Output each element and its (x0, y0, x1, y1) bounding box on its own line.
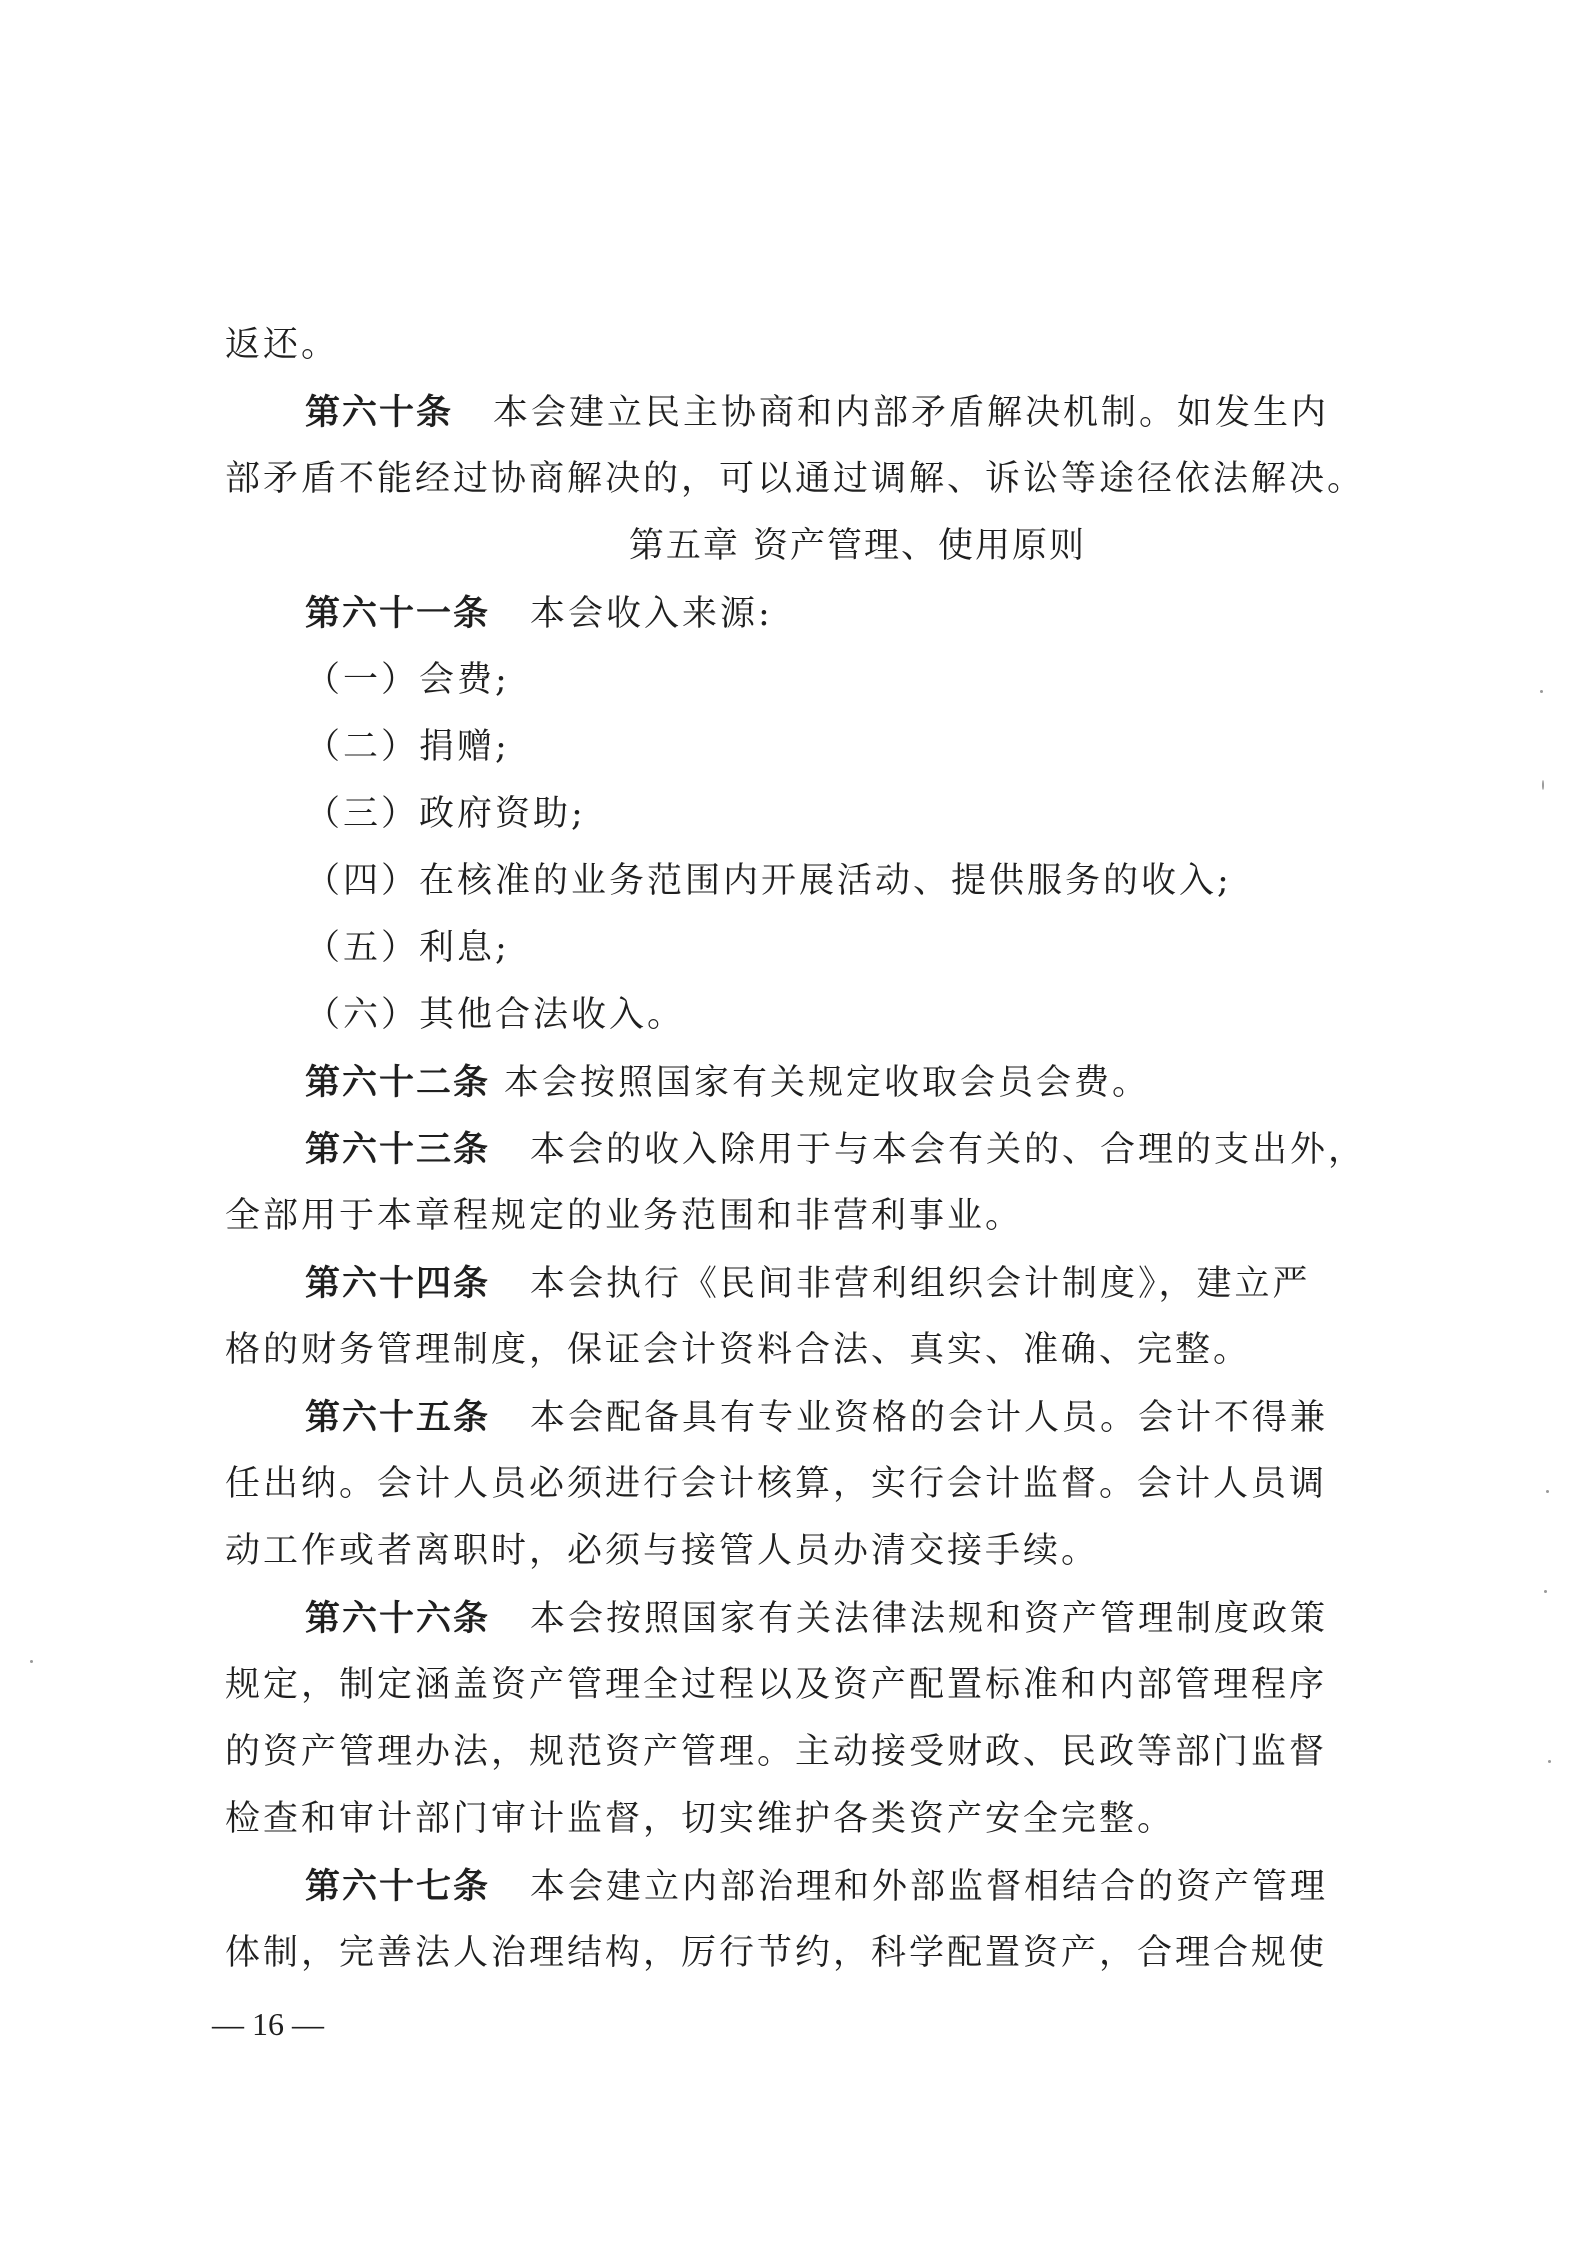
article-65-text: 本会配备具有专业资格的会计人员。会计不得兼 (530, 1398, 1329, 1438)
text-line (225, 1920, 1400, 1987)
list-item-text: （六）其他合法收入。 (305, 995, 686, 1035)
text-line (225, 1451, 1400, 1518)
chapter-title-text: 第五章 资产管理、使用原则 (628, 526, 1087, 566)
scan-speck (1544, 1590, 1547, 1593)
scan-speck (30, 1660, 33, 1663)
list-item-text: （三）政府资助; (305, 794, 586, 834)
article-66-text: 本会按照国家有关法律法规和资产管理制度政策 (530, 1599, 1329, 1639)
text-line (225, 312, 1400, 379)
text-line (225, 1786, 1400, 1853)
article-66-text-cont: 检查和审计部门审计监督，切实维护各类资产安全完整。 (225, 1799, 1176, 1839)
article-65 (225, 1384, 1400, 1451)
scan-speck (1540, 690, 1543, 693)
page-number: — 16 — (212, 2006, 324, 2042)
list-item-text: （二）捐赠; (305, 727, 510, 767)
list-item (225, 982, 1400, 1049)
article-61-label: 第六十一条 (305, 593, 491, 634)
article-66 (225, 1585, 1400, 1652)
article-67 (225, 1853, 1400, 1920)
list-item (225, 647, 1400, 714)
article-66-text-cont: 的资产管理办法，规范资产管理。主动接受财政、民政等部门监督 (225, 1732, 1328, 1772)
article-64 (225, 1250, 1400, 1317)
scan-speck (1548, 1760, 1551, 1763)
article-62 (225, 1049, 1400, 1116)
article-64-text-cont: 格的财务管理制度，保证会计资料合法、真实、准确、完整。 (225, 1330, 1252, 1370)
scan-speck (1546, 1490, 1549, 1493)
article-67-text: 本会建立内部治理和外部监督相结合的资产管理 (530, 1867, 1329, 1907)
list-item-text: （四）在核准的业务范围内开展活动、提供服务的收入; (305, 861, 1232, 901)
article-62-text: 本会按照国家有关规定收取会员会费。 (504, 1063, 1151, 1103)
article-60-text-cont: 部矛盾不能经过协商解决的，可以通过调解、诉讼等途径依法解决。 (225, 459, 1366, 499)
article-67-label: 第六十七条 (305, 1866, 491, 1907)
article-65-label: 第六十五条 (305, 1397, 491, 1438)
article-60-label: 第六十条 (305, 392, 454, 433)
list-item-text: （一）会费; (305, 660, 510, 700)
article-66-label: 第六十六条 (305, 1598, 491, 1639)
chapter-title (225, 513, 1400, 580)
article-66-text-cont: 规定，制定涵盖资产管理全过程以及资产配置标准和内部管理程序 (225, 1665, 1328, 1705)
article-67-text-cont: 体制，完善法人治理结构，厉行节约，科学配置资产，合理合规使 (225, 1933, 1328, 1973)
list-item (225, 848, 1400, 915)
article-63-text: 本会的收入除用于与本会有关的、合理的支出外， (530, 1130, 1367, 1170)
scan-speck (1542, 780, 1544, 790)
article-65-text-cont: 动工作或者离职时，必须与接管人员办清交接手续。 (225, 1531, 1100, 1571)
list-item (225, 714, 1400, 781)
article-60 (225, 379, 1400, 446)
text-line (225, 1317, 1400, 1384)
body-text (225, 312, 1400, 1987)
article-64-label: 第六十四条 (305, 1263, 491, 1304)
article-63-label: 第六十三条 (305, 1129, 491, 1170)
article-63 (225, 1116, 1400, 1183)
text-line (225, 1719, 1400, 1786)
text-line (225, 1652, 1400, 1719)
list-item-text: （五）利息; (305, 928, 510, 968)
article-60-text: 本会建立民主协商和内部矛盾解决机制。如发生内 (493, 393, 1330, 433)
list-item (225, 915, 1400, 982)
text-line (225, 1518, 1400, 1585)
article-61-text: 本会收入来源: (530, 594, 773, 634)
article-63-text-cont: 全部用于本章程规定的业务范围和非营利事业。 (225, 1196, 1024, 1236)
article-62-label: 第六十二条 (305, 1062, 491, 1103)
text-line (225, 446, 1400, 513)
article-61 (225, 580, 1400, 647)
article-65-text-cont: 任出纳。会计人员必须进行会计核算，实行会计监督。会计人员调 (225, 1464, 1328, 1504)
text-line (225, 1183, 1400, 1250)
list-item (225, 781, 1400, 848)
article-64-text: 本会执行《民间非营利组织会计制度》，建立严 (530, 1264, 1311, 1304)
continuation-text: 返还。 (225, 325, 340, 365)
